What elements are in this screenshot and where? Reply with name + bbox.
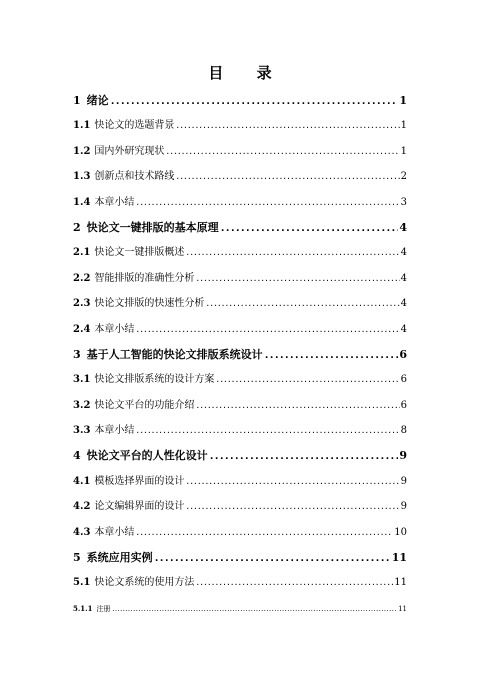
toc-entry-label bbox=[73, 570, 194, 595]
toc-dot-leader bbox=[195, 570, 393, 595]
toc-entry-number: 2 bbox=[73, 220, 81, 234]
toc-entry[interactable] bbox=[73, 240, 407, 265]
toc-entry[interactable] bbox=[73, 393, 407, 418]
toc-page-number: 10 bbox=[394, 526, 407, 538]
toc-dot-leader bbox=[175, 164, 399, 189]
toc-entry-label bbox=[73, 469, 184, 494]
toc-entry[interactable] bbox=[73, 88, 407, 113]
toc-entry-text: 快论文一键排版概述 bbox=[94, 247, 185, 259]
toc-dot-leader bbox=[175, 113, 399, 138]
toc-entry-text: 注册 bbox=[96, 604, 111, 613]
toc-page-number: 4 bbox=[400, 247, 407, 259]
toc-entry[interactable] bbox=[73, 469, 407, 494]
toc-page-number: 11 bbox=[394, 577, 407, 589]
toc-entry-number: 4 bbox=[73, 449, 81, 463]
toc-entry[interactable] bbox=[73, 520, 407, 545]
toc-entry[interactable] bbox=[73, 190, 407, 215]
toc-dot-leader bbox=[112, 597, 398, 622]
toc-entry-number: 1.4 bbox=[73, 196, 91, 208]
toc-entry-number: 3.3 bbox=[73, 425, 91, 437]
toc-entry-label bbox=[73, 88, 109, 113]
toc-entry-label bbox=[73, 164, 174, 189]
toc-entry-label bbox=[73, 520, 134, 545]
toc-entry-label bbox=[73, 317, 134, 342]
toc-entry-number: 3.1 bbox=[73, 374, 91, 386]
toc-dot-leader bbox=[195, 266, 399, 291]
toc-entry-number: 1.1 bbox=[73, 120, 91, 132]
toc-entry-label bbox=[73, 393, 194, 418]
page-title: 目 录 bbox=[208, 64, 286, 82]
toc-entry-number: 5.1.1 bbox=[73, 603, 93, 613]
toc-page-number: 3 bbox=[400, 196, 407, 208]
toc-dot-leader bbox=[215, 367, 399, 392]
toc-entry[interactable] bbox=[73, 139, 407, 164]
toc-page-number: 4 bbox=[399, 220, 407, 234]
toc-entry-number: 3 bbox=[73, 347, 81, 361]
toc-entry-label bbox=[73, 266, 194, 291]
toc-entry-label bbox=[73, 367, 214, 392]
toc-dot-leader bbox=[135, 317, 399, 342]
toc-entry-label bbox=[73, 494, 184, 519]
toc-dot-leader bbox=[209, 444, 399, 469]
toc-entry[interactable] bbox=[73, 570, 407, 595]
toc-entry-text: 快论文系统的使用方法 bbox=[94, 577, 195, 589]
toc-page-number: 4 bbox=[400, 298, 407, 310]
toc-page-number: 9 bbox=[400, 501, 407, 513]
toc-entry[interactable] bbox=[73, 215, 407, 240]
toc-entry[interactable] bbox=[73, 266, 407, 291]
toc-entry[interactable] bbox=[73, 596, 407, 621]
toc-entry-label bbox=[73, 342, 263, 367]
toc-entry-text: 系统应用实例 bbox=[86, 551, 153, 565]
toc-page-number: 11 bbox=[398, 604, 407, 613]
toc-page-number: 1 bbox=[399, 94, 407, 107]
toc-entry-label bbox=[73, 190, 134, 215]
toc-entry-text: 智能排版的准确性分析 bbox=[94, 272, 195, 284]
toc-entry[interactable] bbox=[73, 494, 407, 519]
toc-page-number: 8 bbox=[400, 425, 407, 437]
toc-page-number: 4 bbox=[400, 323, 407, 335]
toc-entry-number: 4.2 bbox=[73, 501, 91, 513]
toc-dot-leader bbox=[195, 393, 399, 418]
toc-page-number: 6 bbox=[399, 347, 407, 361]
toc-entry-number: 1.3 bbox=[73, 171, 91, 183]
toc-dot-leader bbox=[264, 343, 399, 368]
toc-entry-number: 1.2 bbox=[73, 145, 91, 157]
toc-dot-leader bbox=[165, 139, 399, 164]
toc-dot-leader bbox=[185, 240, 399, 265]
toc-dot-leader bbox=[135, 190, 399, 215]
toc-entry[interactable] bbox=[73, 342, 407, 367]
toc-entry[interactable] bbox=[73, 164, 407, 189]
toc-entry-label bbox=[73, 545, 153, 570]
toc-page-number: 1 bbox=[400, 120, 407, 132]
toc-entry-text: 快论文一键排版的基本原理 bbox=[86, 220, 219, 234]
toc-page-number: 6 bbox=[400, 399, 407, 411]
toc-entry-text: 模板选择界面的设计 bbox=[94, 475, 185, 487]
toc-entry-text: 快论文排版系统的设计方案 bbox=[94, 374, 215, 386]
toc-entry-number: 5.1 bbox=[73, 577, 91, 589]
toc-page-number: 4 bbox=[400, 272, 407, 284]
toc-entry-text: 绪论 bbox=[86, 94, 109, 107]
toc-entry-text: 快论文排版的快速性分析 bbox=[94, 298, 205, 310]
toc-entry-text: 本章小结 bbox=[94, 323, 135, 335]
toc-entry[interactable] bbox=[73, 418, 407, 443]
toc-entry-text: 本章小结 bbox=[94, 196, 135, 208]
toc-dot-leader bbox=[135, 520, 393, 545]
toc-entry-label bbox=[73, 139, 164, 164]
toc-entry[interactable] bbox=[73, 291, 407, 316]
toc-entry-label bbox=[73, 113, 174, 138]
toc-entry-label bbox=[73, 215, 219, 240]
toc-dot-leader bbox=[185, 469, 399, 494]
toc-dot-leader bbox=[154, 546, 391, 571]
toc-entry-text: 国内外研究现状 bbox=[94, 145, 165, 157]
toc-entry-text: 快论文的选题背景 bbox=[94, 120, 175, 132]
toc-entry-number: 1 bbox=[73, 94, 81, 107]
toc-entry-number: 4.3 bbox=[73, 526, 91, 538]
table-of-contents bbox=[73, 88, 407, 621]
toc-entry[interactable] bbox=[73, 113, 407, 138]
toc-dot-leader bbox=[205, 291, 399, 316]
toc-dot-leader bbox=[110, 89, 399, 114]
toc-entry-label bbox=[73, 240, 184, 265]
toc-entry-label bbox=[73, 418, 134, 443]
toc-entry-number: 2.1 bbox=[73, 247, 91, 259]
toc-page-number: 9 bbox=[400, 475, 407, 487]
toc-page-number: 6 bbox=[400, 374, 407, 386]
toc-page-number: 9 bbox=[399, 449, 407, 463]
toc-entry-label bbox=[73, 596, 111, 622]
toc-entry[interactable] bbox=[73, 317, 407, 342]
toc-entry-number: 3.2 bbox=[73, 399, 91, 411]
toc-entry-number: 2.4 bbox=[73, 323, 91, 335]
toc-entry-text: 快论文平台的功能介绍 bbox=[94, 399, 195, 411]
toc-entry-label bbox=[73, 291, 204, 316]
toc-entry-number: 5 bbox=[73, 551, 81, 565]
toc-entry-text: 快论文平台的人性化设计 bbox=[86, 449, 208, 463]
toc-entry-text: 论文编辑界面的设计 bbox=[94, 501, 185, 513]
toc-entry-number: 2.3 bbox=[73, 298, 91, 310]
toc-entry[interactable] bbox=[73, 545, 407, 570]
toc-entry-label bbox=[73, 443, 208, 468]
toc-dot-leader bbox=[185, 494, 399, 519]
toc-entry-text: 基于人工智能的快论文排版系统设计 bbox=[86, 347, 263, 361]
toc-page-number: 2 bbox=[400, 171, 407, 183]
toc-entry-number: 2.2 bbox=[73, 272, 91, 284]
toc-entry-text: 本章小结 bbox=[94, 526, 135, 538]
toc-entry[interactable] bbox=[73, 367, 407, 392]
toc-entry-text: 本章小结 bbox=[94, 425, 135, 437]
toc-entry-text: 创新点和技术路线 bbox=[94, 171, 175, 183]
toc-entry[interactable] bbox=[73, 443, 407, 468]
toc-entry-number: 4.1 bbox=[73, 475, 91, 487]
toc-page-number: 11 bbox=[391, 551, 407, 565]
toc-page-number: 1 bbox=[400, 145, 407, 157]
toc-dot-leader bbox=[220, 216, 399, 241]
toc-dot-leader bbox=[135, 418, 399, 443]
